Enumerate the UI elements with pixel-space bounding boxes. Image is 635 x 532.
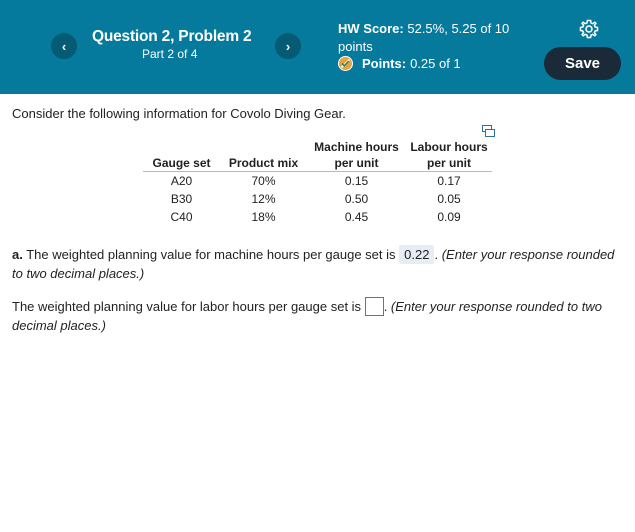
question-title: Question 2, Problem 2 (92, 28, 252, 45)
copy-table-icon[interactable] (482, 125, 495, 137)
table-cell: 18% (251, 210, 276, 224)
table-cell: 0.50 (344, 192, 369, 206)
table-cell: 12% (251, 192, 276, 206)
table-cell: 0.09 (437, 210, 461, 224)
column-header: Machine hours per unit (314, 140, 399, 170)
question-part: Part 2 of 4 (142, 47, 198, 61)
table-row (143, 190, 492, 208)
part-a-hint: (Enter your response rounded to two decimal places.) (12, 247, 615, 281)
column-header: Labour hours per unit (410, 140, 488, 170)
part-b-answer-input[interactable] (365, 297, 384, 316)
table-cell: A20 (170, 174, 193, 188)
column-header: Gauge set (152, 156, 211, 170)
chevron-left-icon: ‹ (61, 38, 67, 54)
points-value: 0.25 of 1 (410, 56, 461, 71)
table-cell: 0.17 (437, 174, 461, 188)
problem-intro: Consider the following information for Covolo Diving Gear. (12, 106, 346, 121)
hw-score-label: HW Score: (338, 21, 404, 36)
hw-score (338, 20, 528, 56)
product-data-table (143, 139, 492, 226)
header-bar (0, 0, 635, 94)
table-cell: B30 (170, 192, 193, 206)
part-a-question: a. The weighted planning value for machine hours per gauge set is 0.22 . (Enter your response rounded to two decimal places.) (12, 247, 615, 281)
table-cell: 70% (251, 174, 276, 188)
part-a-label: a. (12, 247, 23, 262)
part-a-answer[interactable]: 0.22 (399, 245, 434, 264)
next-question-button[interactable] (275, 33, 301, 59)
table-cell: 0.05 (437, 192, 461, 206)
table-cell: 0.45 (344, 210, 369, 224)
save-button[interactable]: Save (544, 47, 621, 80)
table-header-row (143, 139, 492, 172)
part-b-question: The weighted planning value for labor hours per gauge set is . (Enter your response rounded to two decimal places.) (12, 297, 622, 335)
previous-question-button[interactable] (51, 33, 77, 59)
gear-icon[interactable] (579, 19, 599, 39)
hw-score-value: 52.5%, 5.25 of 10 points (338, 21, 510, 54)
table-cell: C40 (170, 210, 193, 224)
points-label: Points: (362, 56, 407, 71)
table-row (143, 208, 492, 226)
table-cell: 0.15 (344, 174, 369, 188)
part-b-hint: (Enter your response rounded to two decimal places.) (12, 299, 602, 333)
partial-credit-icon (338, 56, 353, 71)
table-row (143, 172, 492, 191)
chevron-right-icon: › (285, 38, 291, 54)
points-row (338, 56, 461, 71)
part-b-text: The weighted planning value for labor hours per gauge set is (12, 299, 362, 314)
column-header: Product mix (228, 156, 299, 170)
part-a-text: The weighted planning value for machine hours per gauge set is (26, 247, 396, 262)
